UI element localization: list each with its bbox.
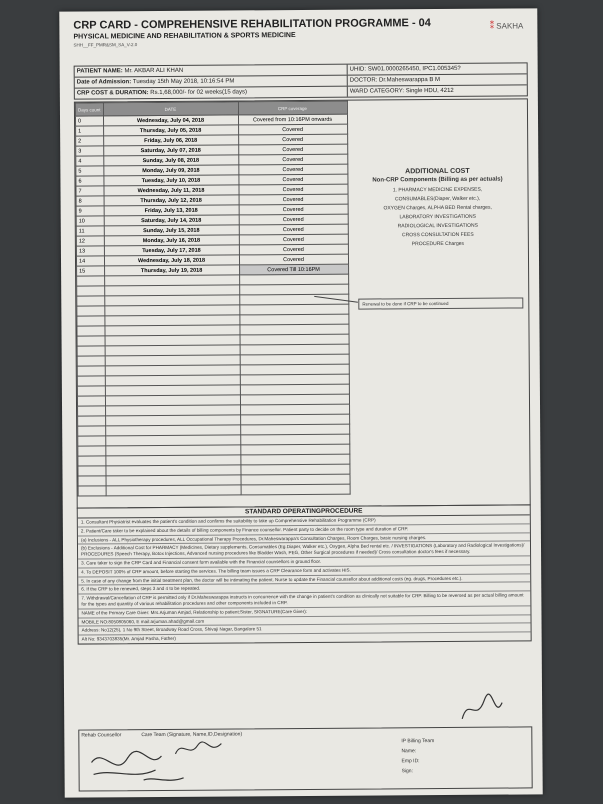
- coverage-cell: Covered Till 10:16PM: [239, 264, 348, 275]
- day-count-cell: 14: [76, 256, 104, 266]
- coverage-cell: [241, 484, 350, 495]
- day-count-cell: [78, 406, 106, 416]
- sop-line: NAME of the Primary Care Giver: Mrs.Arjuman Amjad, Relationship to patient:Sister, SIGNATURE(Care Giver):: [78, 606, 530, 618]
- sop-line: Address: No12(25), 1 No 9th Street, Broadway Road Cross, Shivaji Nagar, Bangalore 51: [79, 624, 531, 636]
- date-cell: Wednesday, July 11, 2018: [103, 185, 238, 196]
- coverage-cell: Covered: [238, 144, 347, 155]
- additional-cost-item: CROSS CONSULTATION FEES: [401, 231, 474, 239]
- additional-cost-item: 1. PHARMACY MEDICINE EXPENSES,: [392, 186, 483, 194]
- patient-info-box: [74, 62, 528, 99]
- day-count-cell: [78, 466, 106, 476]
- day-count-cell: [77, 376, 105, 386]
- day-count-cell: 13: [76, 246, 104, 256]
- date-cell: Wednesday, July 04, 2018: [103, 115, 238, 126]
- day-count-cell: 15: [77, 266, 105, 276]
- day-count-cell: [77, 276, 105, 286]
- date-cell: Thursday, July 12, 2018: [104, 195, 239, 206]
- department-subtitle: PHYSICAL MEDICINE AND REHABILITATION & SPORTS MEDICINE: [73, 32, 296, 41]
- logo-text: SAKHA: [496, 21, 524, 31]
- day-count-cell: 3: [76, 146, 104, 156]
- day-count-cell: 10: [76, 216, 104, 226]
- logo-mark-icon: ⁑: [489, 20, 495, 31]
- sop-line: 3. Care taker to sign the CRP Card and Financial consent form available with the Financial counsellors in ground floor.: [78, 556, 530, 568]
- sakha-logo: [490, 20, 524, 31]
- document-header: [73, 16, 525, 47]
- date-cell: Friday, July 13, 2018: [104, 205, 239, 216]
- day-count-cell: 4: [76, 156, 104, 166]
- date-cell: Sunday, July 08, 2018: [103, 155, 238, 166]
- coverage-cell: Covered: [238, 134, 347, 145]
- ip-billing-title: IP Billing Team: [401, 738, 435, 745]
- col-days-count: Days count: [75, 103, 103, 116]
- sop-line: MOBILE NO:8050805060, E mail:arjuman.ahad@gmail.com: [78, 615, 530, 627]
- care-team-label: Care Team (Signature, Name,ID,Designation): [141, 731, 243, 739]
- day-count-cell: [78, 476, 106, 486]
- uhid-label: UHID:: [349, 66, 367, 73]
- coverage-cell: Covered: [239, 204, 348, 215]
- additional-cost-block: [357, 167, 518, 249]
- day-count-cell: 0: [75, 116, 103, 126]
- coverage-cell: Covered: [238, 174, 347, 185]
- sop-line: 4. To DEPOSIT 100% of CRP amount, before starting the services. The billing team issues a CRP Clearance form and activates HIS.: [78, 565, 530, 577]
- day-count-cell: 5: [76, 166, 104, 176]
- sop-line: 2. Patient/Care taker to be explained about the details of billing components by Finance counsellor. Patient party to decide on the room type and duration of CRP.: [78, 524, 530, 536]
- sop-line: 1. Consultant Physiatrist evaluates the patient's condition and confirms the suitability to take up Comprehensive Rehabilitation Programme (CRP): [78, 515, 530, 527]
- cost-label: CRP COST & DURATION:: [76, 90, 149, 97]
- coverage-cell: Covered: [239, 224, 348, 235]
- coverage-cell: Covered: [239, 244, 348, 255]
- day-count-cell: 1: [76, 126, 104, 136]
- day-count-cell: [77, 386, 105, 396]
- coverage-cell: Covered: [238, 154, 347, 165]
- coverage-cell: Covered: [239, 234, 348, 245]
- additional-cost-item: LABORATORY INVESTIGATIONS: [399, 213, 476, 221]
- sop-line: (b) Exclusions - Additional Cost for PHARMACY (Medicines, Dietary supplements, Consumables (Eg.Diaper, Walker etc.), Oxygen, Alpha Bed rental etc. / INVESTIGATIONS (Laboratory and Radiological Investigations)/ PROCEDURES (Speech Therapy, Botox Injections, Advanced nursing procedures like Bladder Wash, PEG, Other Surgical procedures if needed)/ Cross consultation doctor's fees if necessary.: [78, 542, 530, 560]
- ip-billing-sign: Sign:: [401, 768, 414, 775]
- renewal-note: Renewal to be done if CRP to be continued: [358, 297, 523, 309]
- coverage-cell: Covered from 10:16PM onwards: [238, 114, 347, 125]
- coverage-cell: Covered: [239, 254, 348, 265]
- table-row: [78, 484, 350, 496]
- day-count-cell: [77, 336, 105, 346]
- sop-line: 5. In case of any change from the initial treatment plan, the doctor will be intimating the patient. Nurse to update the Financial counsellor about additional costs (eg. drugs, Procedures etc.).: [78, 574, 530, 586]
- doctor-value: Dr.Maheswarappa B M: [378, 77, 441, 84]
- ip-billing-name: Name:: [401, 748, 417, 755]
- day-count-cell: [78, 416, 106, 426]
- date-cell: Saturday, July 07, 2018: [103, 145, 238, 156]
- day-count-cell: [77, 356, 105, 366]
- sop-line: 6. If the CRP to be renewed, steps 3 and 4 to be repeated.: [78, 583, 530, 595]
- patient-name-label: PATIENT NAME:: [76, 68, 123, 75]
- date-cell: Thursday, July 19, 2018: [104, 265, 239, 276]
- coverage-table: [75, 101, 350, 497]
- admission-label: Date of Admission:: [76, 79, 132, 86]
- coverage-cell: Covered: [238, 184, 347, 195]
- date-cell: Saturday, July 14, 2018: [104, 215, 239, 226]
- rehab-counsellor-label: Rehab Counsellor: [81, 732, 122, 739]
- crp-card-document: [59, 8, 542, 797]
- sop-line: Alt No: 9343703835(Mr. Amjad Pasha, Father): [81, 636, 176, 642]
- day-count-cell: [77, 286, 105, 296]
- additional-cost-item: CONSUMABLES(Diaper, Walker etc.),: [394, 195, 481, 203]
- day-count-cell: [77, 316, 105, 326]
- additional-cost-item: PROCEDURE Charges: [411, 240, 465, 248]
- additional-cost-item: RADIOLOGICAL INVESTIGATIONS: [397, 222, 478, 230]
- day-count-cell: [77, 326, 105, 336]
- date-cell: Sunday, July 15, 2018: [104, 225, 239, 236]
- admission-value: Tuesday 15th May 2018, 10:16:54 PM: [132, 78, 235, 86]
- day-count-cell: [77, 366, 105, 376]
- additional-cost-item: OXYGEN Charges, ALPHA BED Rental charges,: [383, 204, 492, 212]
- col-crp-coverage: CRP coverage: [238, 101, 347, 115]
- day-count-cell: 8: [76, 196, 104, 206]
- day-count-cell: [78, 486, 106, 496]
- day-count-cell: [77, 346, 105, 356]
- sop-line: 7. Withdrawal/Cancellation of CRP is permitted only if Dr.Maheswarappa instructs in concurrence with the change in patient's condition as clinically not suitable for CRP. Billing to be reversed as per actual billing amount for the types and quantity of various rehabilitation procedures and other components included in CRP.: [78, 592, 530, 610]
- signature-footer: [78, 726, 532, 791]
- ward-value: Single HDU, 4212: [405, 87, 454, 95]
- date-cell: [106, 485, 241, 496]
- col-date: DATE: [103, 102, 238, 116]
- sop-box: [77, 504, 532, 644]
- doctor-label: DOCTOR:: [349, 77, 378, 84]
- date-cell: Monday, July 16, 2018: [104, 235, 239, 246]
- date-cell: Tuesday, July 17, 2018: [104, 245, 239, 256]
- uhid-value: SW01.0000265450, IPC1.005345?: [367, 65, 461, 73]
- date-cell: Wednesday, July 18, 2018: [104, 255, 239, 266]
- sop-title: STANDARD OPERATINGPROCEDURE: [78, 505, 530, 518]
- day-count-cell: 9: [76, 206, 104, 216]
- day-count-cell: [77, 296, 105, 306]
- day-count-cell: [78, 446, 106, 456]
- day-count-cell: [78, 436, 106, 446]
- coverage-cell: Covered: [238, 164, 347, 175]
- day-count-cell: 2: [76, 136, 104, 146]
- ward-label: WARD CATEGORY:: [349, 88, 405, 95]
- day-count-cell: [77, 306, 105, 316]
- date-cell: Monday, July 09, 2018: [103, 165, 238, 176]
- day-count-cell: [78, 456, 106, 466]
- day-count-cell: [77, 396, 105, 406]
- date-cell: Tuesday, July 10, 2018: [103, 175, 238, 186]
- patient-name-value: Mr. AKBAR ALI KHAN: [124, 67, 184, 75]
- coverage-grid: [74, 98, 531, 508]
- coverage-cell: Covered: [238, 124, 347, 135]
- coverage-cell: Covered: [239, 214, 348, 225]
- day-count-cell: [78, 426, 106, 436]
- day-count-cell: 7: [76, 186, 104, 196]
- additional-cost-heading: ADDITIONAL COST: [405, 167, 470, 176]
- form-code: SHH__FF_PMR&SM_SA_V-2.0: [73, 42, 138, 48]
- coverage-cell: Covered: [239, 194, 348, 205]
- handwritten-signature-caregiver: [456, 693, 506, 727]
- cost-value: Rs.1,68,000/- for 02 weeks(15 days): [150, 89, 248, 97]
- ip-billing-block: [401, 736, 434, 776]
- handwritten-signature-care: [171, 735, 231, 761]
- ip-billing-empid: Emp ID:: [401, 758, 420, 765]
- day-count-cell: 12: [76, 236, 104, 246]
- document-title: CRP CARD - COMPREHENSIVE REHABILITATION PROGRAMME - 04: [73, 17, 431, 32]
- date-cell: Thursday, July 05, 2018: [103, 125, 238, 136]
- non-crp-heading: Non-CRP Components (Billing as per actuals): [372, 176, 503, 184]
- day-count-cell: 6: [76, 176, 104, 186]
- date-cell: Friday, July 06, 2018: [103, 135, 238, 146]
- day-count-cell: 11: [76, 226, 104, 236]
- sop-line: (a) Inclusions - ALL Physiotherapy procedures, ALL Occupational Therapy Procedures, Dr.Maheswarappa's Consultation Charges, Room Charges, basic nursing charges.: [78, 533, 530, 545]
